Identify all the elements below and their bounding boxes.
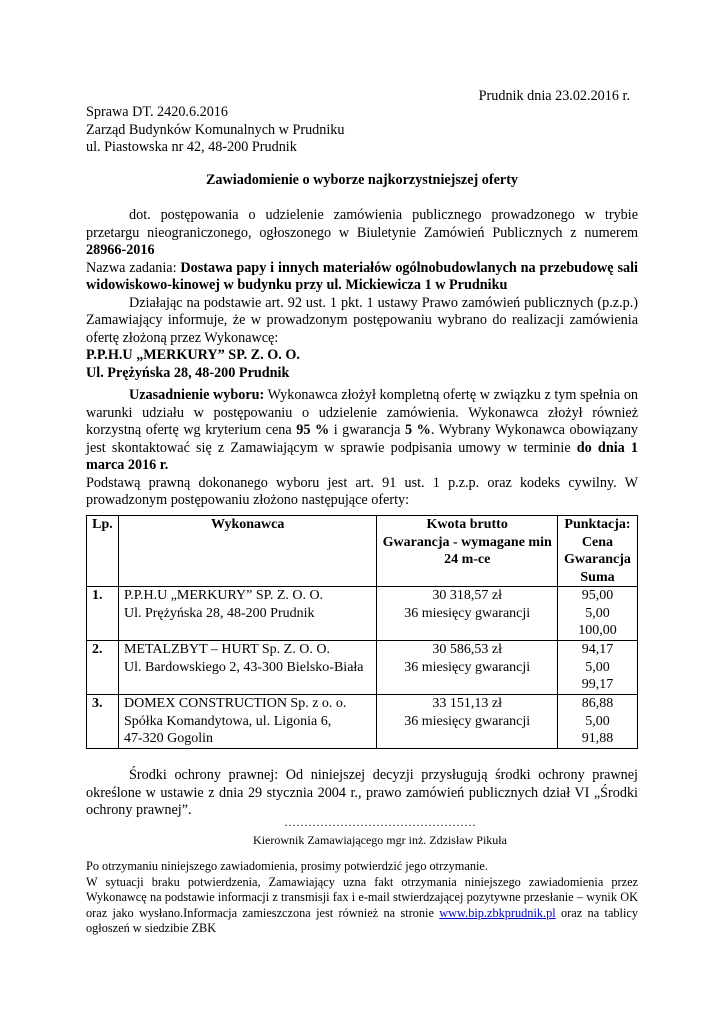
row-contractor-address-2: 47-320 Gogolin bbox=[123, 731, 214, 746]
footer-info-end: oraz na tablicy ogłoszeń w siedzibie ZBK bbox=[86, 905, 638, 935]
winner-name: P.P.H.U „MERKURY” SP. Z. O. O. bbox=[86, 347, 300, 363]
legal-remedies-text: Środki ochrony prawnej: Od niniejszej decyzji przysługują środki ochrony prawnej określone w ustawie z dnia 29 stycznia 2004 r., prawo zamówień publicznych dział VI „Środki ochrony prawnej”. bbox=[86, 767, 638, 818]
row-guarantee-value: 36 miesięcy gwarancji bbox=[404, 659, 531, 675]
signatory-name: Kierownik Zamawiającego mgr inż. Zdzisław Pikuła bbox=[253, 833, 507, 847]
task-label: Nazwa zadania: bbox=[86, 259, 177, 276]
decision-text: Działając na podstawie art. 92 ust. 1 pkt. 1 ustawy Prawo zamówień publicznych (p.z.p.) Zamawiający informuje, że w prowadzonym postępowaniu wybrano do realizacji zamówienia ofertę złożoną przez Wykonawcę: bbox=[86, 294, 638, 346]
row-contractor-address: Spółka Komandytowa, ul. Ligonia 6, bbox=[123, 713, 332, 729]
row-amount bbox=[377, 641, 558, 695]
row-guarantee-points: 5,00 bbox=[585, 713, 610, 729]
deadline: do dnia 1 marca 2016 r. bbox=[86, 439, 638, 473]
row-contractor-name: DOMEX CONSTRUCTION Sp. z o. o. bbox=[123, 696, 347, 711]
row-contractor bbox=[118, 641, 376, 695]
row-amount bbox=[377, 695, 558, 749]
case-number: Sprawa DT. 2420.6.2016 bbox=[86, 104, 228, 120]
price-weight: 95 % bbox=[296, 422, 330, 438]
row-contractor-name: METALZBYT – HURT Sp. Z. O. O. bbox=[123, 642, 330, 657]
row-amount-value: 30 318,57 zł bbox=[432, 588, 502, 603]
header-amount-line2: Gwarancja - wymagane min 24 m-ce bbox=[382, 534, 552, 567]
row-contractor-address: Ul. Bardowskiego 2, 43-300 Bielsko-Biała bbox=[123, 659, 364, 675]
row-price-points: 94,17 bbox=[581, 642, 614, 657]
row-score bbox=[557, 695, 637, 749]
bip-website-link[interactable]: www.bip.zbkprudnik.pl bbox=[439, 905, 556, 920]
footer-notes bbox=[86, 859, 638, 937]
header-amount-line1: Kwota brutto bbox=[426, 517, 508, 532]
footer-info-text: W sytuacji braku potwierdzenia, Zamawiający uzna fakt otrzymania niniejszego zawiadomienia przez Wykonawcę na podstawie informacji z transmisji fax i e-mail stwierdzającej pozytywne przesłanie – wynik OK oraz jako wysłano.Informacja zamieszczona jest również na stronie bbox=[86, 874, 638, 920]
legal-basis: Podstawą prawną dokonanego wyboru jest art. 91 ust. 1 p.z.p. oraz kodeks cywilny. W prowadzonym postępowaniu złożono następujące oferty: bbox=[86, 474, 638, 508]
row-amount-value: 33 151,13 zł bbox=[432, 696, 502, 711]
document-title: Zawiadomienie o wyborze najkorzystniejszej oferty bbox=[205, 172, 519, 188]
signature-dots: ………………………………………… bbox=[284, 815, 476, 829]
footer-confirmation: Po otrzymaniu niniejszego zawiadomienia, prosimy potwierdzić jego otrzymanie. bbox=[86, 859, 488, 873]
justification-text-3: . Wybrany Wykonawca obowiązany jest skontaktować się z Zamawiającym w sprawie podpisania umowy w terminie bbox=[86, 422, 639, 456]
row-lp: 2. bbox=[87, 641, 119, 695]
header-lp: Lp. bbox=[87, 516, 119, 587]
row-sum-points: 100,00 bbox=[578, 623, 617, 638]
table-row bbox=[87, 587, 638, 641]
justification-text-2: i gwarancja bbox=[333, 422, 401, 438]
row-score bbox=[557, 641, 637, 695]
table-row bbox=[87, 695, 638, 749]
row-lp: 3. bbox=[87, 695, 119, 749]
winner-address: Ul. Prężyńska 28, 48-200 Prudnik bbox=[86, 364, 290, 381]
offers-table bbox=[86, 515, 638, 749]
document-date: Prudnik dnia 23.02.2016 r. bbox=[478, 88, 630, 104]
notice-number: 28966-2016 bbox=[86, 242, 155, 258]
header-contractor: Wykonawca bbox=[118, 516, 376, 587]
row-sum-points: 99,17 bbox=[581, 677, 614, 692]
header-score-line1: Punktacja: bbox=[564, 517, 631, 532]
header-score-line2: Cena bbox=[581, 534, 614, 550]
row-amount-value: 30 586,53 zł bbox=[432, 642, 502, 657]
header-amount bbox=[377, 516, 558, 587]
row-contractor bbox=[118, 695, 376, 749]
organization-name: Zarząd Budynków Komunalnych w Prudniku bbox=[86, 121, 345, 138]
justification-text bbox=[86, 387, 638, 475]
row-contractor bbox=[118, 587, 376, 641]
row-amount bbox=[377, 587, 558, 641]
header-score bbox=[557, 516, 637, 587]
row-score bbox=[557, 587, 637, 641]
row-guarantee-points: 5,00 bbox=[585, 659, 610, 675]
row-contractor-address: Ul. Prężyńska 28, 48-200 Prudnik bbox=[123, 605, 315, 621]
row-price-points: 86,88 bbox=[581, 696, 614, 711]
row-lp: 1. bbox=[87, 587, 119, 641]
guarantee-weight: 5 % bbox=[405, 422, 431, 438]
justification-label: Uzasadnienie wyboru: bbox=[129, 387, 265, 403]
table-header-row bbox=[87, 516, 638, 587]
footer-info bbox=[86, 875, 638, 937]
row-guarantee-value: 36 miesięcy gwarancji bbox=[404, 605, 531, 621]
row-guarantee-value: 36 miesięcy gwarancji bbox=[404, 713, 531, 729]
justification-text-1: Wykonawca złożył kompletną ofertę w związku z tym spełnia on warunki udziału w postępowaniu o udzielenie zamówienia. Wykonawca złożył również korzystną ofertę wg kryterium cena bbox=[86, 387, 639, 438]
table-row bbox=[87, 641, 638, 695]
intro-text bbox=[86, 207, 638, 260]
organization-address: ul. Piastowska nr 42, 48-200 Prudnik bbox=[86, 139, 297, 155]
header-block bbox=[86, 104, 486, 157]
row-guarantee-points: 5,00 bbox=[585, 605, 610, 621]
header-score-line4: Suma bbox=[580, 569, 615, 585]
row-sum-points: 91,88 bbox=[581, 731, 614, 746]
legal-remedies-paragraph bbox=[86, 767, 638, 820]
row-contractor-name: P.P.H.U „MERKURY” SP. Z. O. O. bbox=[123, 588, 324, 603]
justification-paragraph bbox=[86, 387, 638, 510]
row-price-points: 95,00 bbox=[581, 588, 614, 603]
intro-paragraph bbox=[86, 207, 638, 382]
header-score-line3: Gwarancja bbox=[564, 552, 631, 567]
signature-block bbox=[250, 815, 510, 848]
intro-description: dot. postępowania o udzielenie zamówienia publicznego prowadzonego w trybie przetargu nieograniczonego, ogłoszonego w Biuletynie Zamówień Publicznych z numerem bbox=[86, 207, 638, 241]
task-name: Dostawa papy i innych materiałów ogólnobudowlanych na przebudowę sali widowiskowo-kinowej w budynku przy ul. Mickiewicza 1 w Prudniku bbox=[86, 259, 638, 293]
task-paragraph bbox=[86, 260, 638, 295]
